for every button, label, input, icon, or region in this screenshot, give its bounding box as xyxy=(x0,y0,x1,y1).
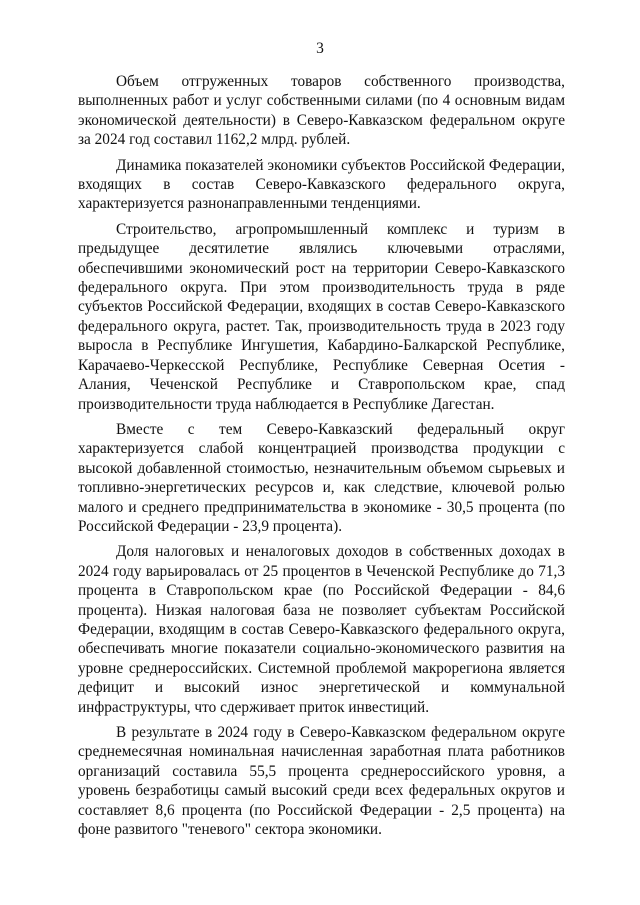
paragraph-small-business: Вместе с тем Северо-Кавказский федеральный округ характеризуется слабой концентрацией производства продукции с высокой добавленной стоимостью, незначительным объемом сырьевых и топливно-энергетических ресурсов и, как следствие, ключевой ролью малого и среднего предпринимательства в экономике - 30,5 процента (по Российской Федерации - 23,9 процента). xyxy=(78,420,565,535)
paragraph-key-industries: Строительство, агропромышленный комплекс и туризм в предыдущее десятилетие являлись ключевыми отраслями, обеспечившими экономический рост на территории Северо-Кавказского федерального округа. При этом производительность труда в ряде субъектов Российской Федерации, входящих в состав Северо-Кавказского федерального округа, растет. Так, производительность труда в 2023 году выросла в Республике Ингушетия, Кабардино-Балкарской Республике, Карачаево-Черкесской Республике, Республике Северная Осетия - Алания, Чеченской Республике и Ставропольском крае, спад производительности труда наблюдается в Республике Дагестан. xyxy=(78,220,565,413)
page-number: 3 xyxy=(316,40,324,57)
paragraph-wages-unemployment: В результате в 2024 году в Северо-Кавказском федеральном округе среднемесячная номинальная начисленная заработная плата работников организаций составила 55,5 процента среднероссийского уровня, а уровень безработицы самый высокий среди всех федеральных округов и составляет 8,6 процента (по Российской Федерации - 2,5 процента) на фоне развитого "теневого" сектора экономики. xyxy=(78,724,565,839)
paragraph-economic-dynamics: Динамика показателей экономики субъектов Российской Федерации, входящих в состав Северо-Кавказского федерального округа, характеризуется разнонаправленными тенденциями. xyxy=(78,156,565,213)
paragraph-tax-revenue: Доля налоговых и неналоговых доходов в собственных доходах в 2024 году варьировалась от 25 процентов в Чеченской Республике до 71,3 процента в Ставропольском крае (по Российской Федерации - 84,6 процента). Низкая налоговая база не позволяет субъектам Российской Федерации, входящим в состав Северо-Кавказского федерального округа, обеспечивать многие показатели социально-экономического развития на уровне среднероссийских. Системной проблемой макрорегиона является дефицит и высокий износ энергетической и коммунальной инфраструктуры, что сдерживает приток инвестиций. xyxy=(78,543,565,716)
document-body xyxy=(78,72,565,845)
paragraph-output-volume: Объем отгруженных товаров собственного производства, выполненных работ и услуг собственными силами (по 4 основным видам экономической деятельности) в Северо-Кавказском федеральном округе за 2024 год составил 1162,2 млрд. рублей. xyxy=(78,73,565,149)
